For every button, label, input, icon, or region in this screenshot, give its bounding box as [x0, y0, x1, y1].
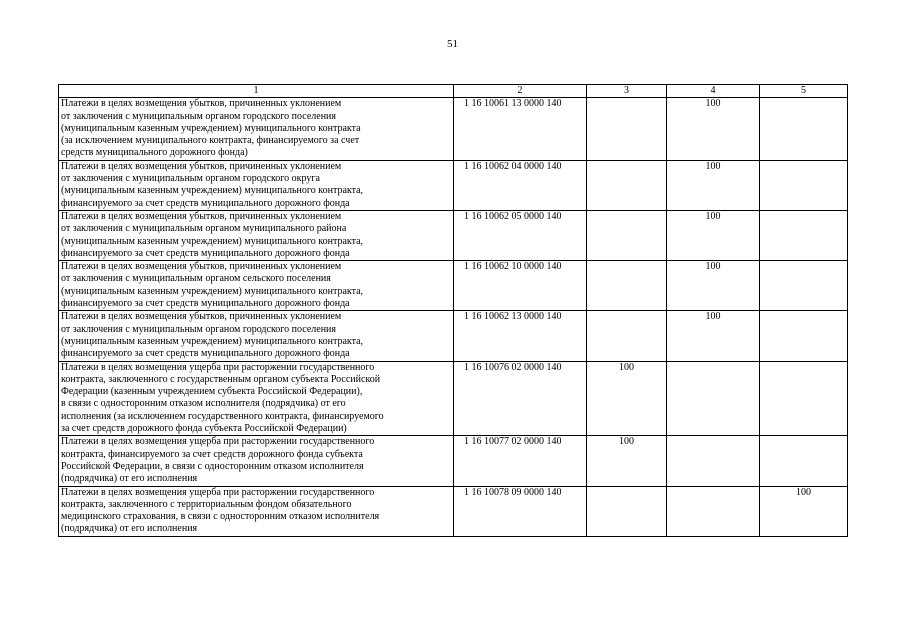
- column-3-value: [587, 486, 667, 536]
- column-5-value: [760, 436, 848, 486]
- column-4-value: [667, 486, 760, 536]
- payment-name-cell: Платежи в целях возмещения убытков, причиненных уклонением от заключения с муниципальным органом муниципального района (муниципальным казенным учреждением) муниципального контракта, финансируемого за счет средств муниципального дорожного фонда: [59, 210, 454, 260]
- budget-code-cell: 1 16 10062 05 0000 140: [454, 210, 587, 260]
- column-3-value: [587, 160, 667, 210]
- payment-name-cell: Платежи в целях возмещения ущерба при расторжении государственного контракта, заключенного с территориальным фондом обязательного медицинского страхования, в связи с односторонним отказом исполнителя (подрядчика) от его исполнения: [59, 486, 454, 536]
- column-header-1: 1: [59, 85, 454, 98]
- budget-code-cell: 1 16 10078 09 0000 140: [454, 486, 587, 536]
- budget-code-cell: 1 16 10077 02 0000 140: [454, 436, 587, 486]
- budget-code-cell: 1 16 10061 13 0000 140: [454, 98, 587, 160]
- column-3-value: 100: [587, 361, 667, 436]
- column-3-value: [587, 210, 667, 260]
- table-row: [59, 210, 848, 260]
- column-5-value: 100: [760, 486, 848, 536]
- budget-code-cell: 1 16 10062 13 0000 140: [454, 311, 587, 361]
- column-5-value: [760, 210, 848, 260]
- budget-code-cell: 1 16 10076 02 0000 140: [454, 361, 587, 436]
- column-header-3: 3: [587, 85, 667, 98]
- column-3-value: [587, 311, 667, 361]
- column-3-value: 100: [587, 436, 667, 486]
- column-4-value: [667, 361, 760, 436]
- payment-name-cell: Платежи в целях возмещения ущерба при расторжении государственного контракта, заключенного с государственным органом субъекта Российской Федерации (казенным учреждением субъекта Российской Федерации), в связи с односторонним отказом исполнителя (подрядчика) от его исполнения (за исключением государственного контракта, финансируемого за счет средств дорожного фонда субъекта Российской Федерации): [59, 361, 454, 436]
- column-5-value: [760, 311, 848, 361]
- budget-code-cell: 1 16 10062 04 0000 140: [454, 160, 587, 210]
- payment-name-cell: Платежи в целях возмещения убытков, причиненных уклонением от заключения с муниципальным органом городского поселения (муниципальным казенным учреждением) муниципального контракта, финансируемого за счет средств муниципального дорожного фонда: [59, 311, 454, 361]
- payment-name-cell: Платежи в целях возмещения убытков, причиненных уклонением от заключения с муниципальным органом городского поселения (муниципальным казенным учреждением) муниципального контракта (за исключением муниципального контракта, финансируемого за счет средств муниципального дорожного фонда): [59, 98, 454, 160]
- payment-name-cell: Платежи в целях возмещения убытков, причиненных уклонением от заключения с муниципальным органом городского округа (муниципальным казенным учреждением) муниципального контракта, финансируемого за счет средств муниципального дорожного фонда: [59, 160, 454, 210]
- column-4-value: [667, 436, 760, 486]
- column-4-value: 100: [667, 311, 760, 361]
- column-5-value: [760, 160, 848, 210]
- column-4-value: 100: [667, 261, 760, 311]
- column-5-value: [760, 98, 848, 160]
- table-row: [59, 261, 848, 311]
- page-number: 51: [447, 38, 458, 50]
- column-header-5: 5: [760, 85, 848, 98]
- table-row: [59, 486, 848, 536]
- column-3-value: [587, 98, 667, 160]
- payment-name-cell: Платежи в целях возмещения убытков, причиненных уклонением от заключения с муниципальным органом сельского поселения (муниципальным казенным учреждением) муниципального контракта, финансируемого за счет средств муниципального дорожного фонда: [59, 261, 454, 311]
- column-3-value: [587, 261, 667, 311]
- column-4-value: 100: [667, 210, 760, 260]
- revenue-table: [58, 84, 848, 537]
- column-5-value: [760, 261, 848, 311]
- column-4-value: 100: [667, 98, 760, 160]
- column-5-value: [760, 361, 848, 436]
- table-row: [59, 361, 848, 436]
- column-header-2: 2: [454, 85, 587, 98]
- table-row: [59, 160, 848, 210]
- table-row: [59, 98, 848, 160]
- table-row: [59, 311, 848, 361]
- column-header-4: 4: [667, 85, 760, 98]
- column-4-value: 100: [667, 160, 760, 210]
- budget-code-cell: 1 16 10062 10 0000 140: [454, 261, 587, 311]
- table-row: [59, 436, 848, 486]
- table-header-row: [59, 85, 848, 98]
- payment-name-cell: Платежи в целях возмещения ущерба при расторжении государственного контракта, финансируемого за счет средств дорожного фонда субъекта Российской Федерации, в связи с односторонним отказом исполнителя (подрядчика) от его исполнения: [59, 436, 454, 486]
